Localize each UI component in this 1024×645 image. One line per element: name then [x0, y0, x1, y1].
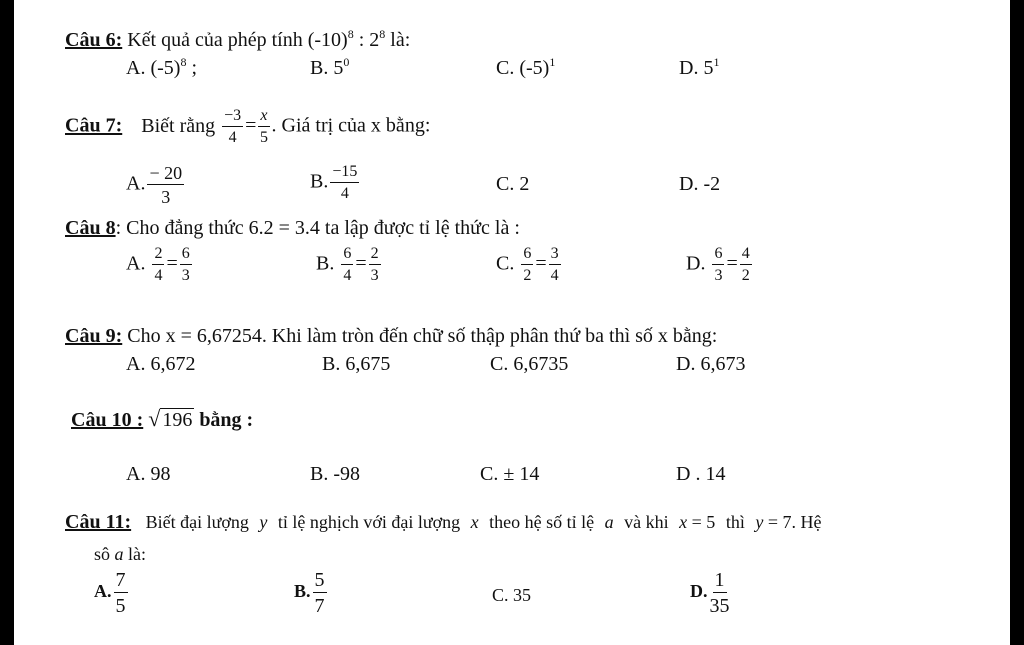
q6-option-b: B. $5^0$: [310, 55, 350, 79]
q10-option-d: D . 14: [676, 463, 726, 485]
question-7-label: Câu 7:: [65, 114, 123, 137]
q11-option-d: D. $\frac{1}{35}$: [690, 569, 730, 617]
q11-option-b: B. $\frac{5}{7}$: [294, 569, 325, 617]
q7-option-b: B. $\frac{-15}{4}$: [310, 163, 358, 202]
question-10-label: Câu 10 :: [71, 409, 144, 431]
q9-option-c: C. 6,6735: [490, 353, 569, 375]
q10-option-b: B. -98: [310, 463, 360, 485]
q9-option-b: B. 6,675: [322, 353, 391, 375]
question-11-stem-line2: sô a là:: [94, 544, 147, 564]
square-root: √ 196: [148, 406, 193, 431]
q10-option-a: A. 98: [126, 463, 171, 485]
fraction: $\frac{-15}{4}$: [332, 163, 358, 202]
question-11-stem: Câu 11: Biết đại lượng y tỉ lệ nghịch với đại lượng x theo hệ số tỉ lệ a và khi x = 5 thì y = 7. Hệ: [65, 511, 822, 533]
radical-sign-icon: √: [148, 406, 161, 431]
q10-option-c: C. ± 14: [480, 463, 540, 485]
document-page: [14, 0, 1010, 645]
question-11-label: Câu 11:: [65, 511, 132, 533]
q8-option-c: C. $\frac{6}{2}$ = $\frac{3}{4}$: [496, 245, 559, 284]
q9-option-d: D. 6,673: [676, 353, 746, 375]
question-6-stem: Câu 6: Kết quả của phép tính $(-10)^8$ : $2^8$ là:: [65, 27, 411, 51]
q6-option-c: C. $(-5)^1$: [496, 55, 556, 79]
q6-option-d: D. $5^1$: [679, 55, 720, 79]
q7-option-d: D. -2: [679, 173, 721, 195]
q8-option-d: D. $\frac{6}{3}$ = $\frac{4}{2}$: [686, 245, 750, 284]
fraction: $\frac{-3}{4}$: [224, 107, 242, 146]
q8-option-a: A. $\frac{2}{4}$ = $\frac{6}{3}$: [126, 245, 190, 284]
q11-option-c: C. 35: [492, 585, 532, 605]
question-8-label: Câu 8: [65, 217, 116, 239]
q6-option-a: A. $(-5)^8$ ;: [126, 55, 197, 79]
question-8-stem: Câu 8: Cho đẳng thức 6.2 = 3.4 ta lập được tỉ lệ thức là :: [65, 217, 520, 239]
question-9-label: Câu 9:: [65, 325, 123, 347]
q7-option-a: A. $\frac{- 20}{3}$: [126, 163, 183, 207]
q8-option-b: B. $\frac{6}{4}$ = $\frac{2}{3}$: [316, 245, 379, 284]
question-6-label: Câu 6:: [65, 29, 123, 51]
fraction: $\frac{- 20}{3}$: [149, 163, 183, 207]
q7-option-c: C. 2: [496, 173, 530, 195]
q11-option-a: A. $\frac{7}{5}$: [94, 569, 126, 617]
question-10-stem: Câu 10 : √ 196 bằng :: [71, 406, 254, 431]
fraction: $\frac{x}{5}$: [259, 107, 268, 146]
q9-option-a: A. 6,672: [126, 353, 196, 375]
question-9-stem: Câu 9: Cho x = 6,67254. Khi làm tròn đến chữ số thập phân thứ ba thì số x bằng:: [65, 325, 718, 347]
question-7-stem: Câu 7: Biết rằng $\frac{-3}{4}$ = $\frac{x}{5}$ . Giá trị của x bằng:: [65, 107, 431, 146]
